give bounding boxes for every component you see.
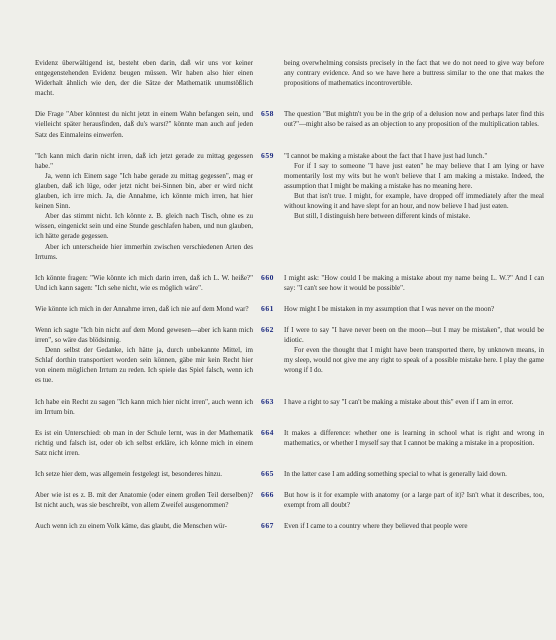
english-text	[284, 109, 544, 129]
german-text	[35, 273, 253, 293]
english-text	[284, 304, 544, 314]
english-text	[284, 397, 544, 407]
text-paragraph: Aber das stimmt nicht. Ich könnte z. B. gleich nach Tisch, ohne es zu wissen, eingenickt sein und eine Stunde geschlafen haben, und nun glauben, ich hätte gerade gegessen.	[35, 212, 253, 241]
german-text	[35, 58, 253, 98]
text-paragraph: For if I say to someone "I have just eaten" he may believe that I am lying or have momentarily lost my wits but he won't believe that I am making a mistake. Indeed, the assumption that I might be making a mistake has no meaning here.	[284, 161, 544, 190]
paragraph-number: 665	[261, 469, 274, 478]
english-text	[284, 325, 544, 375]
paragraph-row	[0, 304, 556, 314]
text-paragraph: Wenn ich sagte "Ich bin nicht auf dem Mond gewesen—aber ich kann mich irren", so wäre das blödsinnig.	[35, 325, 253, 345]
paragraph-row	[0, 397, 556, 417]
paragraph-number: 662	[261, 324, 274, 334]
paragraph-row	[0, 428, 556, 458]
paragraph-row	[0, 273, 556, 293]
text-paragraph: In the latter case I am adding something special to what is generally laid down.	[284, 470, 507, 478]
german-text	[35, 325, 253, 386]
paragraph-number: 659	[261, 150, 274, 160]
text-paragraph: But still, I distinguish here between different kinds of mistake.	[294, 212, 471, 221]
text-paragraph: Auch wenn ich zu einem Volk käme, das glaubt, die Menschen wür-	[35, 522, 227, 531]
text-paragraph: Wie könnte ich mich in der Annahme irren, daß ich nie auf dem Mond war?	[35, 304, 249, 313]
english-text	[284, 428, 544, 448]
text-paragraph: Ich setze hier dem, was allgemein festgelegt ist, besonderes hinzu.	[35, 470, 223, 478]
english-text	[284, 273, 544, 293]
english-text	[284, 151, 544, 222]
paragraph-row	[0, 325, 556, 386]
text-paragraph: But that isn't true. I might, for example, have dropped off immediately after the meal without knowing it and have slept for an hour, and now believe I had just eaten.	[284, 192, 544, 211]
text-paragraph: I might ask: "How could I be making a mistake about my name being L. W.?" And I can say: "I can't see how it would be possible".	[284, 273, 544, 292]
german-text	[35, 490, 253, 510]
english-text	[284, 58, 544, 88]
text-paragraph: How might I be mistaken in my assumption that I was never on the moon?	[284, 304, 495, 313]
german-text	[35, 109, 253, 139]
text-paragraph: I have a right to say "I can't be making a mistake about this" even if I am in error.	[284, 397, 514, 406]
paragraph-row	[0, 521, 556, 531]
paragraph-number: 660	[261, 272, 274, 282]
german-text	[35, 428, 253, 458]
text-paragraph: "Ich kann mich darin nicht irren, daß ich jetzt gerade zu mittag gegessen habe."	[35, 151, 253, 170]
german-text	[35, 521, 253, 531]
german-text	[35, 397, 253, 417]
paragraph-number: 658	[261, 109, 274, 119]
german-text	[35, 304, 253, 314]
paragraph-number: 667	[261, 521, 274, 531]
text-paragraph: being overwhelming consists precisely in the fact that we do not need to give way before any contrary evidence. And so we have here a buttress similar to the one that makes the propositions of mathematics incontrovertible.	[284, 59, 544, 88]
text-paragraph: Ich könnte fragen: "Wie könnte ich mich darin irren, daß ich L. W. heiße?" Und ich kann sagen: "Ich sehe nicht, wie es möglich wäre".	[35, 273, 253, 292]
paragraph-row	[0, 469, 556, 479]
text-paragraph: If I were to say "I have never been on the moon—but I may be mistaken", that would be idiotic.	[284, 325, 544, 345]
text-paragraph: Aber wie ist es z. B. mit der Anatomie (oder einem großen Teil derselben)? Ist nicht auch, was sie beschreibt, von allem Zweifel ausgenommen?	[35, 491, 253, 510]
german-text	[35, 469, 253, 479]
paragraph-number: 663	[261, 396, 274, 406]
paragraph-row	[0, 58, 556, 98]
text-paragraph: Ja, wenn ich Einem sage "Ich habe gerade zu mittag gegessen", mag er glauben, daß ich lüge, oder jetzt nicht bei-Sinnen bin, aber er wird nicht glauben, ich irre mich. Ja, die Annahme, ich könnte mich irren, hat hier keinen Sinn.	[35, 171, 253, 211]
text-paragraph: Even if I came to a country where they believed that people were	[284, 522, 468, 531]
text-paragraph: Die Frage "Aber könntest du nicht jetzt in einem Wahn befangen sein, und vielleicht später herausfinden, daß du's warst?" könnte man auch auf jeden Satz des Einmaleins einwerfen.	[35, 110, 253, 139]
text-paragraph: Evidenz überwältigend ist, besteht eben darin, daß wir uns vor keiner entgegenstehenden Evidenz beugen müssen. Wir haben also hier einen Widerhalt ähnlich wie den, der die Sätze der Mathematik unumstößlich macht.	[35, 59, 253, 98]
text-paragraph: It makes a difference: whether one is learning in school what is right and wrong in mathematics, or whether I myself say that I cannot be making a mistake in a proposition.	[284, 428, 544, 447]
english-text	[284, 521, 544, 531]
paragraph-row	[0, 109, 556, 139]
text-paragraph: "I cannot be making a mistake about the fact that I have just had lunch."	[284, 151, 488, 160]
text-paragraph: Denn selbst der Gedanke, ich hätte ja, durch unbekannte Mittel, im Schlaf dorthin transportiert worden sein können, gäbe mir kein Recht hier von einem möglichen Irrtum zu reden. Ich spiele das Spiel falsch, wenn ich es tue.	[35, 346, 253, 385]
paragraph-row	[0, 151, 556, 262]
english-text	[284, 469, 544, 479]
paragraph-row	[0, 490, 556, 510]
paragraph-number: 664	[261, 427, 274, 437]
german-text	[35, 151, 253, 262]
text-paragraph: For even the thought that I might have been transported there, by unknown means, in my sleep, would not give me any right to speak of a possible mistake here. I play the game wrong if I do.	[284, 346, 544, 375]
paragraph-number: 666	[261, 490, 274, 500]
text-paragraph: The question "But mightn't you be in the grip of a delusion now and perhaps later find this out?"—might also be raised as an objection to any proposition of the multiplication tables.	[284, 110, 544, 129]
paragraph-number: 661	[261, 303, 274, 313]
text-paragraph: But how is it for example with anatomy (or a large part of it)? Isn't what it describes, too, exempt from all doubt?	[284, 491, 544, 510]
text-paragraph: Aber ich unterscheide hier immerhin zwischen verschiedenen Arten des Irrtums.	[35, 242, 253, 261]
english-text	[284, 490, 544, 510]
text-paragraph: Ich habe ein Recht zu sagen "Ich kann mich hier nicht irren", auch wenn ich im Irrtum bin.	[35, 397, 253, 416]
text-paragraph: Es ist ein Unterschied: ob man in der Schule lernt, was in der Mathematik richtig und falsch ist, oder ob ich selbst erkläre, ich könne mich in einem Satz nicht irren.	[35, 428, 253, 457]
